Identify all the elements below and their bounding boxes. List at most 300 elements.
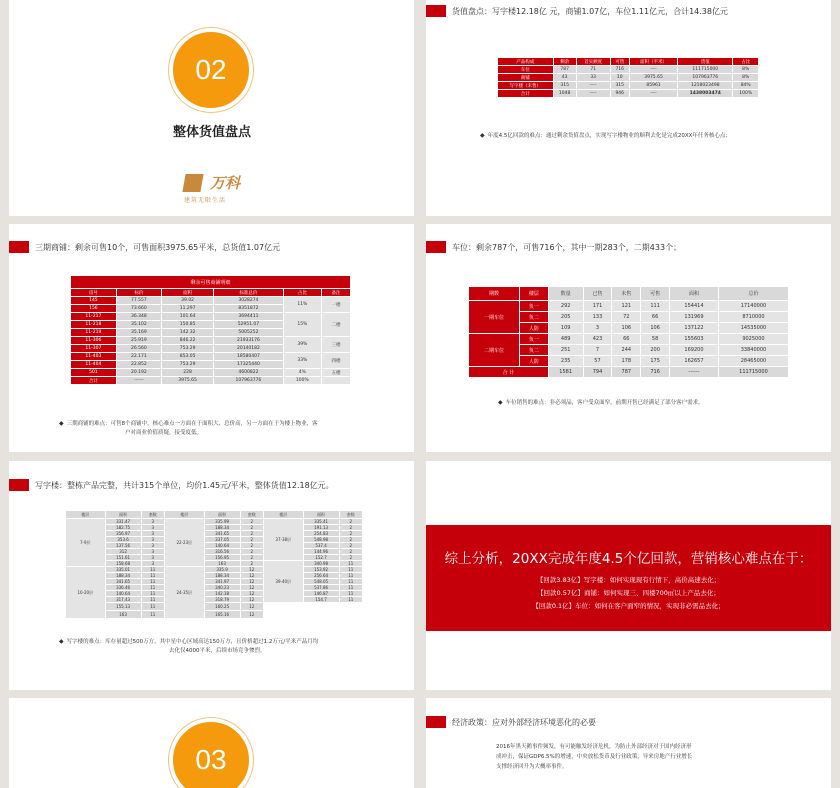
cell: 合计 <box>71 377 117 385</box>
cell: 155603 <box>670 334 719 345</box>
cell: 11.297 <box>162 305 214 313</box>
cell: 292 <box>548 301 583 312</box>
cell: 251 <box>548 345 583 356</box>
cell: 三楼 <box>322 337 351 353</box>
slide-section-03 <box>9 698 414 788</box>
table-row <box>498 74 759 82</box>
table-row <box>498 90 759 98</box>
cell: 106 <box>612 323 641 334</box>
th: 首实额度 <box>576 58 610 66</box>
cell: 145 <box>71 297 117 305</box>
cell: 318.79 <box>204 597 240 603</box>
slide-header <box>9 241 280 253</box>
diamond-bullet-icon: ◆ <box>480 132 485 139</box>
header-bar <box>426 716 446 728</box>
cell: 25.919 <box>116 337 161 345</box>
cell: 853.05 <box>162 353 214 361</box>
cell: 2 <box>339 531 362 537</box>
slide-header <box>426 241 681 253</box>
cell: 11% <box>283 297 321 313</box>
cell: 二期车位 <box>469 334 520 367</box>
summary-line: 【回款3.83亿】写字楼：如何实现现有行情下，高价高速去化； <box>536 576 721 584</box>
note-text: 车位销售的难点：非必须品，客户受众面窄，前期开售已经满足了部分客户需求。 <box>505 400 704 406</box>
cell: 8351872 <box>214 305 283 313</box>
cell: ---- <box>576 90 610 98</box>
cell: 11-404 <box>71 361 117 369</box>
cell: 20140182 <box>214 345 283 353</box>
th: 楼层 <box>164 511 204 519</box>
th: 货值 <box>678 58 733 66</box>
cell: 153.92 <box>303 567 339 573</box>
cell: 111 <box>641 301 670 312</box>
cell: 车位 <box>498 66 554 74</box>
diamond-bullet-icon: ◆ <box>59 638 64 645</box>
cell: 106 <box>641 323 670 334</box>
cell: 2 <box>240 555 263 561</box>
cell: 26.560 <box>116 345 161 353</box>
cell: 24-35层 <box>164 567 204 619</box>
cell: 315 <box>610 82 629 90</box>
cell: 1581 <box>548 367 583 378</box>
cell: 160.25 <box>204 603 240 611</box>
summary-line: 【回款0.1亿】车位：如何在客户面窄的情况，实现非必需品去化； <box>532 602 725 610</box>
cell: 156 <box>71 305 117 313</box>
cell: 72 <box>612 312 641 323</box>
empty-cell <box>263 611 362 619</box>
cell: 11 <box>339 585 362 591</box>
table-row <box>71 377 351 385</box>
header-text: 车位：剩余787个，可售716个，其中一期283个，二期433个； <box>452 242 682 252</box>
table-caption: 剩余可售商铺明细 <box>71 276 351 289</box>
cell: 3 <box>141 519 164 525</box>
cell: 3 <box>141 537 164 543</box>
cell: 一期车位 <box>469 301 520 334</box>
th: 面积 <box>162 289 214 297</box>
cell: 2 <box>240 525 263 531</box>
cell: 162657 <box>670 356 719 367</box>
cell: 73.660 <box>116 305 161 313</box>
cell: ------ <box>116 377 161 385</box>
cell: 188.34 <box>204 525 240 531</box>
cell: 131969 <box>670 312 719 323</box>
cell: 2 <box>339 525 362 531</box>
cell: 2 <box>240 531 263 537</box>
cell: 151.61 <box>105 555 141 561</box>
cell: 33840000 <box>718 345 788 356</box>
cell: 四楼 <box>322 353 351 369</box>
cell: 11-218 <box>71 321 117 329</box>
cell: 33 <box>576 74 610 82</box>
cell: 12 <box>240 573 263 579</box>
th: 面积 <box>670 287 719 301</box>
cell: ---- <box>629 66 677 74</box>
th: 数量 <box>548 287 583 301</box>
slide-shops <box>9 224 414 452</box>
cell: 336.46 <box>105 585 141 591</box>
table-row <box>469 334 789 345</box>
cell: 548.98 <box>303 537 339 543</box>
cell: 11 <box>339 579 362 585</box>
cell: 3 <box>141 555 164 561</box>
th: 套数 <box>339 511 362 519</box>
header-bar <box>9 241 29 253</box>
cell: 200 <box>641 345 670 356</box>
cell: 753.29 <box>162 361 214 369</box>
cell: 335.9 <box>204 567 240 573</box>
vanke-logo <box>184 172 240 204</box>
cell: 101.64 <box>162 313 214 321</box>
cell: 946 <box>610 90 629 98</box>
cell: 4% <box>283 369 321 377</box>
cell: 107963776 <box>678 74 733 82</box>
cell: 178 <box>612 356 641 367</box>
cell: 171 <box>583 301 612 312</box>
cell: 22.852 <box>116 361 161 369</box>
cell: 8% <box>733 66 759 74</box>
cell: 39.02 <box>162 297 214 305</box>
cell: 156.95 <box>204 555 240 561</box>
th: 房号 <box>71 289 117 297</box>
cell: 17325440 <box>214 361 283 369</box>
cell: 317.43 <box>105 597 141 603</box>
cell: 3 <box>141 543 164 549</box>
header-text: 经济政策：应对外部经济环境恶化的必要 <box>452 717 596 727</box>
cell: 1438003474 <box>678 90 733 98</box>
th: 面积 <box>204 511 240 519</box>
cell: 2 <box>240 543 263 549</box>
table-row <box>71 337 351 345</box>
cell: 11 <box>141 611 164 619</box>
cell: 39% <box>283 337 321 353</box>
header-bar <box>426 5 446 17</box>
cell: 84% <box>733 82 759 90</box>
cell: 二楼 <box>322 313 351 337</box>
cell: 66 <box>641 312 670 323</box>
cell: 3 <box>141 549 164 555</box>
slide-note <box>59 637 318 656</box>
th: 套数 <box>240 511 263 519</box>
th: 楼层 <box>519 287 548 301</box>
cell: 11 <box>141 591 164 597</box>
cell: 341.65 <box>204 531 240 537</box>
cell: 142.18 <box>204 591 240 597</box>
cell: 36.348 <box>116 313 161 321</box>
cell: 11 <box>339 573 362 579</box>
cell: 753.29 <box>162 345 214 353</box>
slide-section-02 <box>9 0 414 216</box>
cell: 85961 <box>629 82 677 90</box>
table-row <box>469 301 789 312</box>
cell: ---- <box>576 82 610 90</box>
cell: 316.56 <box>204 549 240 555</box>
cell: 169200 <box>670 345 719 356</box>
slide-inventory-value <box>426 0 831 216</box>
summary-banner <box>426 525 831 631</box>
cell: 12 <box>240 611 263 619</box>
cell: 312 <box>105 549 141 555</box>
slide-parking <box>426 224 831 452</box>
inventory-table <box>497 57 759 98</box>
cell: 11-307 <box>71 345 117 353</box>
th: 剩余 <box>553 58 576 66</box>
cell: 137.56 <box>105 543 141 549</box>
cell: 3975.65 <box>629 74 677 82</box>
cell: 537.4 <box>303 543 339 549</box>
cell: 4600822 <box>214 369 283 377</box>
cell: 244 <box>612 345 641 356</box>
cell: 235 <box>548 356 583 367</box>
cell: 28465000 <box>718 356 788 367</box>
note-text: 写字楼的难点：库存量超过500万方，其中星中心区域高达150万方，且价格超过1.2万元/平米产品月均 <box>66 639 319 645</box>
cell: 21933176 <box>214 337 283 345</box>
cell: 3 <box>141 531 164 537</box>
cell: 111715000 <box>678 66 733 74</box>
cell: 256.64 <box>303 573 339 579</box>
slide-summary <box>426 461 831 690</box>
cell: 11 <box>141 579 164 585</box>
cell: 152.7 <box>303 555 339 561</box>
cell: 11 <box>141 573 164 579</box>
cell: 12 <box>240 603 263 611</box>
cell: 142.32 <box>162 329 214 337</box>
cell: 18580407 <box>214 353 283 361</box>
cell: 一楼 <box>322 297 351 313</box>
cell: 150.85 <box>162 321 214 329</box>
cell: 11-403 <box>71 353 117 361</box>
th: 未售 <box>612 287 641 301</box>
cell: 3 <box>141 525 164 531</box>
cell: 2 <box>240 561 263 567</box>
slide-header <box>426 716 596 728</box>
cell: 846.22 <box>162 337 214 345</box>
cell: 负二 <box>519 345 548 356</box>
cell: 人防 <box>519 323 548 334</box>
cell: 77.557 <box>116 297 161 305</box>
cell: 20.192 <box>116 369 161 377</box>
cell: 17140000 <box>718 301 788 312</box>
header-bar <box>426 241 446 253</box>
cell: 11 <box>141 597 164 603</box>
cell: 11-306 <box>71 337 117 345</box>
cell: 353.6 <box>105 537 141 543</box>
cell: 335.01 <box>105 567 141 573</box>
slide-note <box>498 398 704 408</box>
th: 楼层 <box>66 511 106 519</box>
cell: 3975.65 <box>162 377 214 385</box>
slide-note <box>59 419 318 438</box>
cell: 111715000 <box>718 367 788 378</box>
th: 已售 <box>583 287 612 301</box>
cell: 35.169 <box>116 329 161 337</box>
cell: 11 <box>339 591 362 597</box>
cell: 340.23 <box>204 585 240 591</box>
logo-text: 万科 <box>210 174 241 192</box>
cell: 9025000 <box>718 334 788 345</box>
header-bar <box>9 479 29 491</box>
cell: 15% <box>283 313 321 337</box>
office-table <box>65 510 363 619</box>
cell: 716 <box>610 66 629 74</box>
cell: 66 <box>612 334 641 345</box>
cell: 205 <box>548 312 583 323</box>
cell: 2 <box>339 537 362 543</box>
cell: 71 <box>576 66 610 74</box>
cell: 2 <box>339 555 362 561</box>
table-row <box>66 611 363 619</box>
cell: 100% <box>733 90 759 98</box>
cell: 787 <box>553 66 576 74</box>
cell: 341.65 <box>105 579 141 585</box>
cell: 121 <box>612 301 641 312</box>
cell: 100% <box>283 377 321 385</box>
cell: 负一 <box>519 301 548 312</box>
section-title: 整体货值盘点 <box>172 125 251 140</box>
policy-paragraph <box>496 742 692 772</box>
cell: 43 <box>553 74 576 82</box>
diamond-bullet-icon: ◆ <box>59 420 64 427</box>
para-line: 成冲击，保证GDP6.5%的增速，中央放松货币及行业政策，导来房地产行业增长 <box>496 754 693 760</box>
section-number-circle: 03 <box>169 718 253 788</box>
cell: 163 <box>105 611 141 619</box>
cell: 1218023498 <box>678 82 733 90</box>
para-line: 支撑经济回升为大概率事件。 <box>496 764 568 770</box>
cell: 2 <box>240 537 263 543</box>
cell: 2 <box>240 549 263 555</box>
table-row <box>498 82 759 90</box>
cell: 35.102 <box>116 321 161 329</box>
cell: 7 <box>583 345 612 356</box>
th: 占比 <box>733 58 759 66</box>
th: 总价 <box>718 287 788 301</box>
th: 标价 <box>116 289 161 297</box>
note-text: 年度4.5亿回款的难点：通过剩余货值盘点，实现写字楼物业的顺利去化是完成20XX年任务核心点； <box>487 133 731 139</box>
cell: 12 <box>240 585 263 591</box>
cell: 11 <box>141 567 164 573</box>
table-row <box>498 66 759 74</box>
cell: 负二 <box>519 312 548 323</box>
th: 备注 <box>322 289 351 297</box>
table-row <box>66 603 363 611</box>
cell: 191.13 <box>303 525 339 531</box>
cell: 11 <box>339 597 362 603</box>
cell: 188.34 <box>204 573 240 579</box>
header-text: 写字楼：整栋产品完整，共计315个单位，均价1.45元/平米，整体货值12.18亿元。 <box>35 480 334 490</box>
cell: 12 <box>240 579 263 585</box>
table-row <box>71 369 351 377</box>
cell: 140.64 <box>105 591 141 597</box>
empty-cell <box>263 603 362 611</box>
cell: 11 <box>339 561 362 567</box>
th: 可售 <box>610 58 629 66</box>
cell: 负一 <box>519 334 548 345</box>
cell: 315 <box>553 82 576 90</box>
cell: 5005252 <box>214 329 283 337</box>
cell: 356.97 <box>105 531 141 537</box>
shops-table <box>70 275 351 385</box>
slide-office <box>9 461 414 690</box>
cell: 8710000 <box>718 312 788 323</box>
cell: 11 <box>339 567 362 573</box>
cell: 548.05 <box>303 579 339 585</box>
cell: 11-217 <box>71 313 117 321</box>
cell: 340.98 <box>303 561 339 567</box>
cell: 787 <box>612 367 641 378</box>
cell: 2 <box>240 519 263 525</box>
slide-header <box>9 479 334 491</box>
cell: 3028274 <box>214 297 283 305</box>
slide-note <box>480 131 731 141</box>
th: 标准总价 <box>214 289 283 297</box>
cell: 537.86 <box>303 585 339 591</box>
cell: 33% <box>283 353 321 369</box>
cell: 133 <box>583 312 612 323</box>
cell: 22-23层 <box>164 519 204 567</box>
cell: 109 <box>548 323 583 334</box>
cell: 商铺 <box>498 74 554 82</box>
logo-subtitle: 建筑无限生活 <box>184 197 227 204</box>
cell: 146.87 <box>303 591 339 597</box>
cell: 3 <box>583 323 612 334</box>
cell: 10 <box>610 74 629 82</box>
cell: 335.41 <box>303 519 339 525</box>
note-text: 户对商业价值质疑，接受度低。 <box>125 430 203 436</box>
cell: 39-40层 <box>263 561 303 603</box>
cell: 五楼 <box>322 369 351 377</box>
cell: 7-9层 <box>66 519 106 567</box>
cell: 12 <box>240 597 263 603</box>
table-row-total <box>469 367 789 378</box>
summary-line: 【回款0.57亿】商铺：如何实现三、四楼700㎡以上产品去化； <box>537 589 720 597</box>
th: 楼层 <box>263 511 303 519</box>
cell: 11 <box>141 603 164 611</box>
cell: 12 <box>240 567 263 573</box>
cell: 3 <box>141 561 164 567</box>
cell: 合计 <box>498 90 554 98</box>
cell: ---- <box>629 90 677 98</box>
cell: 写字楼（未售） <box>498 82 554 90</box>
th: 可售 <box>641 287 670 301</box>
slide-header <box>426 5 728 17</box>
para-line: 2016年黑天鹅事件频发，有可能触发经济危机，为防止外部经济对于国内经济形 <box>496 744 692 750</box>
cell: 1048 <box>553 90 576 98</box>
cell: 144.96 <box>303 549 339 555</box>
th: 面积 <box>105 511 141 519</box>
th: 占比 <box>283 289 321 297</box>
table-row <box>71 353 351 361</box>
cell: 14535000 <box>718 323 788 334</box>
cell: 2 <box>339 549 362 555</box>
slide-economic-policy <box>426 698 831 788</box>
cell: 11-219 <box>71 329 117 337</box>
th: 产品构成 <box>498 58 554 66</box>
cell: 716 <box>641 367 670 378</box>
cell: 254.83 <box>303 531 339 537</box>
cell: 107963776 <box>214 377 283 385</box>
cell: 423 <box>583 334 612 345</box>
cell: 158.68 <box>105 561 141 567</box>
cell: 22.171 <box>116 353 161 361</box>
note-text: 去化仅4000平米，后续市场竞争惨烈。 <box>169 648 266 654</box>
th: 期数 <box>469 287 520 301</box>
cell: 175 <box>641 356 670 367</box>
cell: 165.16 <box>204 611 240 619</box>
cell: 2 <box>339 519 362 525</box>
cell: 501 <box>71 369 117 377</box>
cell: 337.05 <box>204 537 240 543</box>
cell: 182.75 <box>105 525 141 531</box>
cell: 228 <box>162 369 214 377</box>
th: 面积（平米） <box>629 58 677 66</box>
